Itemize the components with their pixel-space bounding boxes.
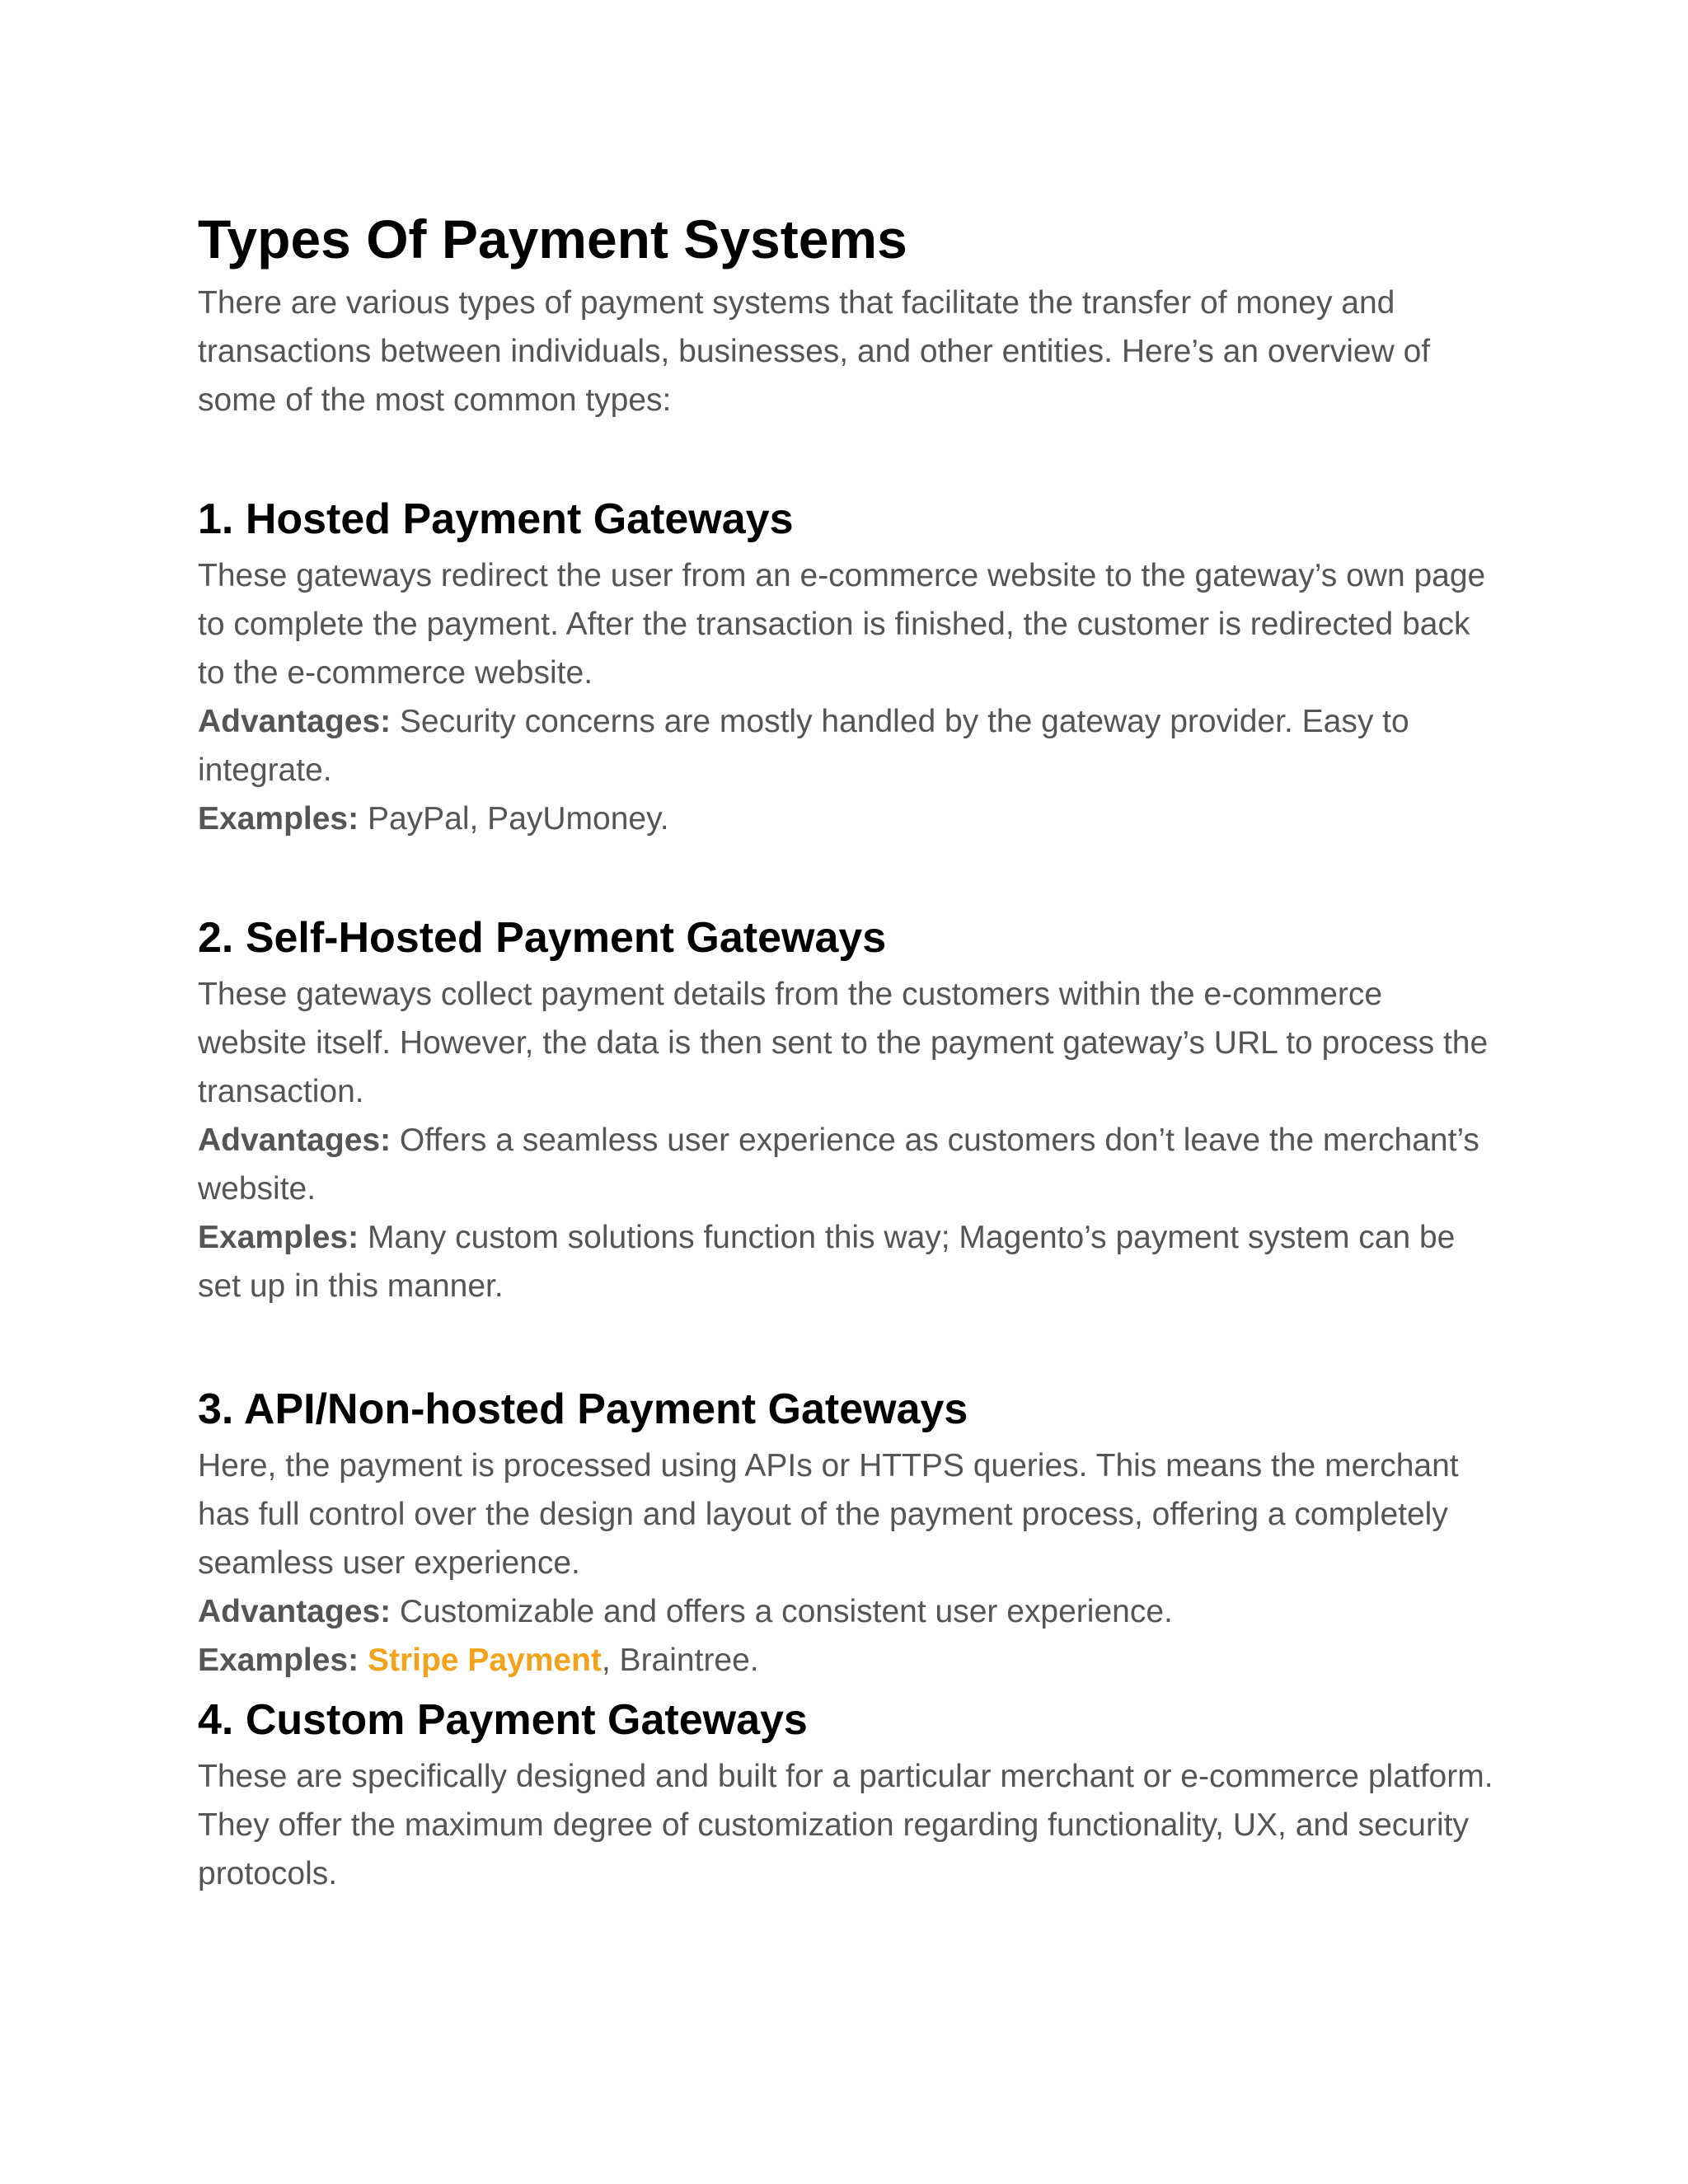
intro-paragraph: There are various types of payment systems that facilitate the transfer of money and transactions between individuals, businesses, and other entities. Here’s an overview of some of the most common types: [198,285,1431,418]
advantages-label: Advantages: [198,1594,392,1629]
section-description: These gateways collect payment details from the customers within the e-commerce website itself. However, the data is then sent to the payment gateway’s URL to process the transaction. [198,977,1489,1109]
advantages-label: Advantages: [198,1122,392,1158]
section-api-gateways [198,1380,1500,1685]
examples-line [198,1636,1500,1685]
advantages-line [198,697,1500,794]
section-description: Here, the payment is processed using APIs or HTTPS queries. This means the merchant has full control over the design and layout of the payment process, offering a completely seamless user experience. [198,1448,1459,1581]
section-heading: 3. API/Non-hosted Payment Gateways [198,1385,968,1433]
advantages-text: Offers a seamless user experience as customers don’t leave the merchant’s website. [198,1122,1479,1207]
section-custom-gateways [198,1691,1500,1898]
section-self-hosted-gateways [198,909,1500,1310]
section-heading: 4. Custom Payment Gateways [198,1696,808,1744]
advantages-label: Advantages: [198,704,392,739]
page-title: Types Of Payment Systems [198,209,907,269]
examples-text: Many custom solutions function this way; Magento’s payment system can be set up in this manner. [198,1220,1456,1304]
section-description: These gateways redirect the user from an e-commerce website to the gateway’s own page to complete the payment. After the transaction is finished, the customer is redirected back to the e-commerce website. [198,558,1486,691]
document-page [198,206,1500,1898]
advantages-line [198,1116,1500,1213]
examples-text: PayPal, PayUmoney. [359,801,669,837]
advantages-line [198,1587,1500,1636]
section-hosted-gateways [198,490,1500,843]
examples-text: , Braintree. [601,1643,759,1678]
section-heading: 2. Self-Hosted Payment Gateways [198,914,887,962]
stripe-payment-link[interactable]: Stripe Payment [367,1643,602,1678]
examples-line [198,1213,1500,1310]
examples-label: Examples: [198,801,359,837]
examples-line [198,794,1500,843]
examples-label: Examples: [198,1220,359,1255]
advantages-text: Security concerns are mostly handled by the gateway provider. Easy to integrate. [198,704,1409,788]
section-description: These are specifically designed and built for a particular merchant or e-commerce platform. They offer the maximum degree of customization regarding functionality, UX, and security protocols. [198,1759,1493,1891]
section-heading: 1. Hosted Payment Gateways [198,495,794,543]
advantages-text: Customizable and offers a consistent user experience. [391,1594,1173,1629]
examples-label: Examples: [198,1643,359,1678]
